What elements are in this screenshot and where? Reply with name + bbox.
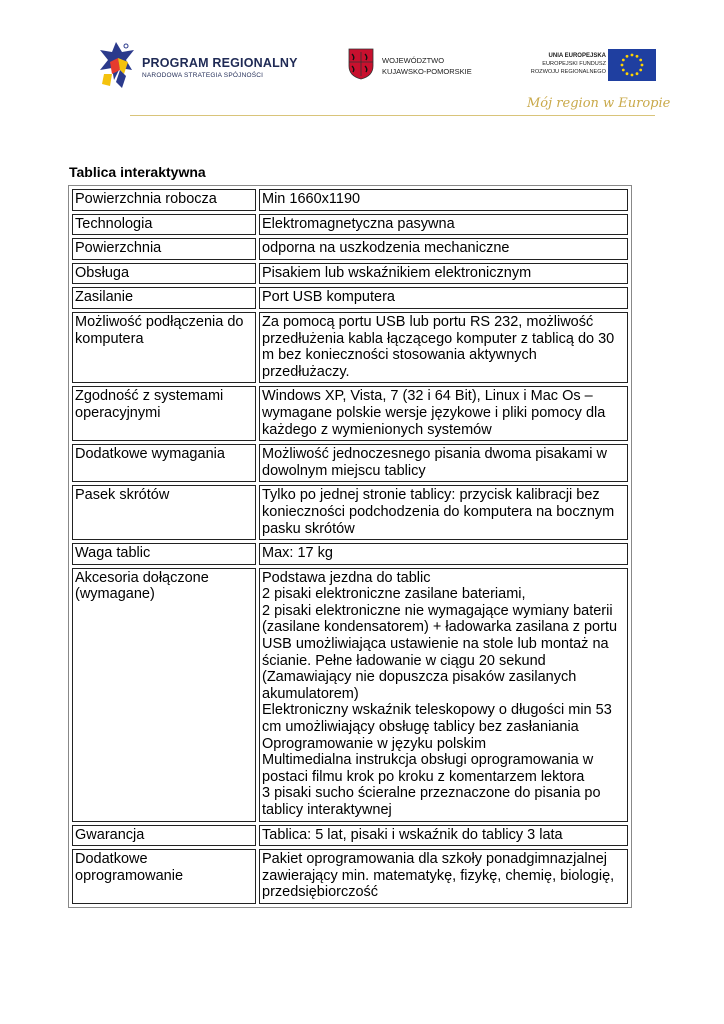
row-label: Pasek skrótów — [72, 485, 256, 540]
row-label: Technologia — [72, 214, 256, 236]
row-value: Za pomocą portu USB lub portu RS 232, możliwość przedłużenia kabla łączącego komputer z tablicą do 30 m bez konieczności stosowania aktywnych przedłużaczy. — [259, 312, 628, 383]
row-label: Możliwość podłączenia do komputera — [72, 312, 256, 383]
row-value: Pakiet oprogramowania dla szkoły ponadgimnazjalnej zawierający min. matematykę, fizykę, chemię, biologię, przedsiębiorczość — [259, 849, 628, 904]
row-value: Podstawa jezdna do tablic 2 pisaki elektroniczne zasilane bateriami, 2 pisaki elektroniczne nie wymagające wymiany baterii (zasilane kondensatorem) + ładowarka zasilana z portu USB umożliwiająca ustawienie na stole lub montaż na ścianie. Pełne ładowanie w ciągu 20 sekund (Zamawiający nie dopuszcza pisaków zasilanych akumulatorem) Elektroniczny wskaźnik teleskopowy o długości min 53 cm umożliwiający obsługę tablicy bez zasłaniania Oprogramowanie w języku polskim Multimedialna instrukcja obsługi oprogramowania w postaci filmu krok po kroku z komentarzem lektora 3 pisaki sucho ścieralne przeznaczone do pisania po tablicy interaktywnej — [259, 568, 628, 822]
program-regionalny-title: PROGRAM REGIONALNY — [142, 56, 298, 70]
row-label: Akcesoria dołączone (wymagane) — [72, 568, 256, 822]
eu-name: UNIA EUROPEJSKA — [548, 53, 606, 59]
table-row — [72, 287, 628, 309]
header-divider — [130, 115, 655, 116]
table-row — [72, 312, 628, 383]
eu-fund-line2: ROZWOJU REGIONALNEGO — [530, 69, 606, 75]
table-row — [72, 444, 628, 482]
table-row — [72, 238, 628, 260]
row-value: Windows XP, Vista, 7 (32 i 64 Bit), Linux i Mac Os – wymagane polskie wersje językowe i pliki pomocy dla każdego z wymienionych systemów — [259, 386, 628, 441]
row-label: Dodatkowe wymagania — [72, 444, 256, 482]
row-value: Tablica: 5 lat, pisaki i wskaźnik do tablicy 3 lata — [259, 825, 628, 847]
eu-logo — [520, 48, 660, 84]
slogan: Mój region w Europie — [527, 96, 671, 111]
row-label: Waga tablic — [72, 543, 256, 565]
table-row — [72, 189, 628, 211]
voivodeship-name-line1: WOJEWÓDZTWO — [382, 56, 445, 65]
row-value: Pisakiem lub wskaźnikiem elektronicznym — [259, 263, 628, 285]
table-row — [72, 849, 628, 904]
table-row — [72, 485, 628, 540]
eu-fund-line1: EUROPEJSKI FUNDUSZ — [542, 61, 606, 67]
program-regionalny-emblem-icon — [96, 40, 138, 92]
row-value: Tylko po jednej stronie tablicy: przycisk kalibracji bez konieczności podchodzenia do komputera na bocznym pasku skrótów — [259, 485, 628, 540]
row-value: Min 1660x1190 — [259, 189, 628, 211]
table-row — [72, 386, 628, 441]
program-regionalny-logo — [96, 40, 296, 92]
row-label: Zgodność z systemami operacyjnymi — [72, 386, 256, 441]
row-label: Zasilanie — [72, 287, 256, 309]
row-value: Elektromagnetyczna pasywna — [259, 214, 628, 236]
table-row — [72, 543, 628, 565]
row-value: odporna na uszkodzenia mechaniczne — [259, 238, 628, 260]
eu-flag-icon — [608, 49, 656, 81]
voivodeship-name-line2: KUJAWSKO-POMORSKIE — [382, 67, 472, 76]
page-header — [0, 0, 724, 125]
voivodeship-logo — [348, 48, 498, 82]
document-title: Tablica interaktywna — [69, 164, 206, 180]
voivodeship-crest-icon — [348, 48, 374, 80]
specification-table — [68, 185, 632, 908]
row-value: Max: 17 kg — [259, 543, 628, 565]
row-label: Gwarancja — [72, 825, 256, 847]
table-row — [72, 825, 628, 847]
table-row — [72, 263, 628, 285]
row-label: Dodatkowe oprogramowanie — [72, 849, 256, 904]
row-label: Obsługa — [72, 263, 256, 285]
table-row — [72, 214, 628, 236]
program-regionalny-subtitle: NARODOWA STRATEGIA SPÓJNOŚCI — [142, 72, 264, 79]
row-label: Powierzchnia robocza — [72, 189, 256, 211]
row-value: Port USB komputera — [259, 287, 628, 309]
row-label: Powierzchnia — [72, 238, 256, 260]
row-value: Możliwość jednoczesnego pisania dwoma pisakami w dowolnym miejscu tablicy — [259, 444, 628, 482]
table-row — [72, 568, 628, 822]
eu-logo-text — [531, 52, 606, 76]
